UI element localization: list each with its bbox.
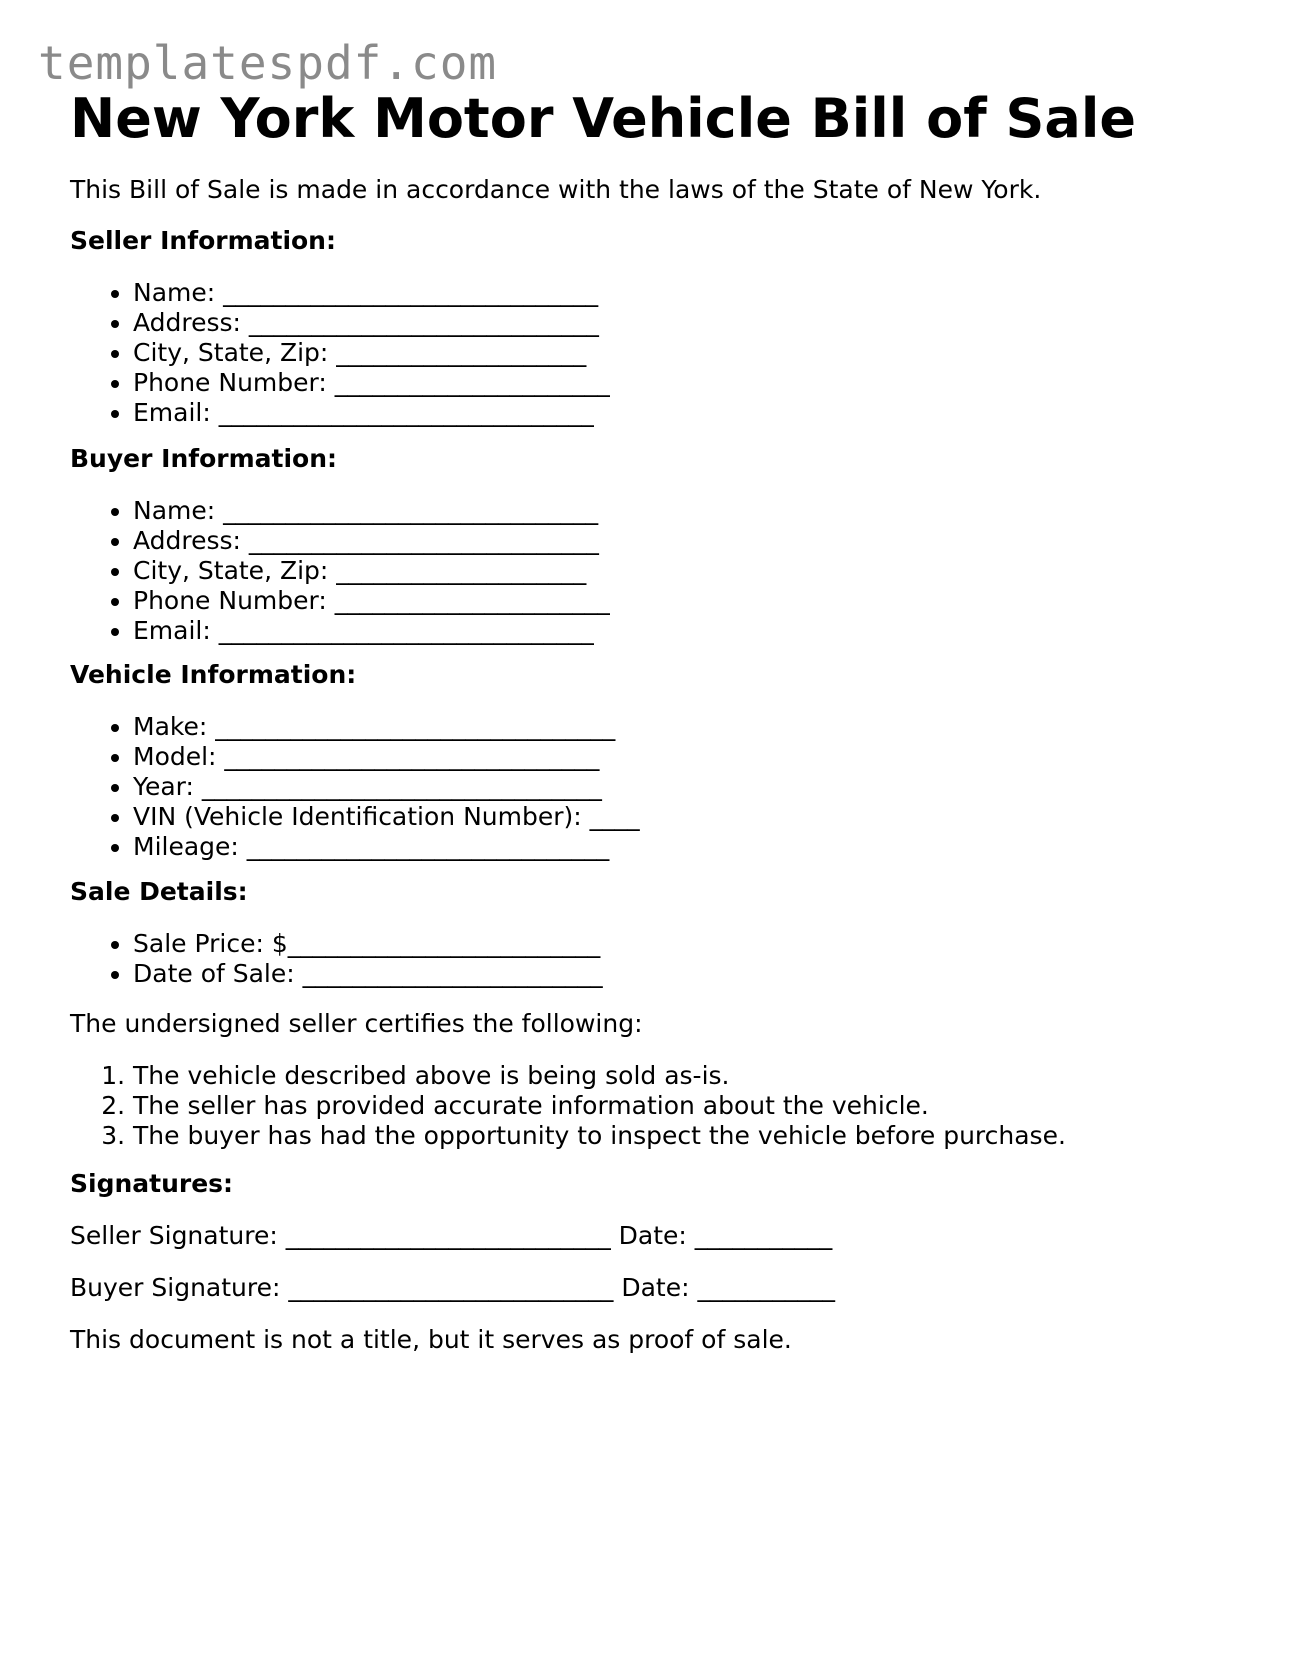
certification-item: 2. The seller has provided accurate information about the vehicle.: [133, 1091, 1066, 1121]
seller-address-field: • Address: ____________________________: [133, 308, 610, 338]
watermark: templatespdf.com: [38, 36, 498, 90]
buyer-name-field: • Name: ______________________________: [133, 496, 610, 526]
intro-text: This Bill of Sale is made in accordance with the laws of the State of New York.: [70, 175, 1042, 204]
certification-item: 3. The buyer has had the opportunity to inspect the vehicle before purchase.: [133, 1121, 1066, 1151]
vehicle-model-field: • Model: ______________________________: [133, 742, 640, 772]
seller-email-field: • Email: ______________________________: [133, 398, 610, 428]
certify-intro: The undersigned seller certifies the following:: [70, 1009, 643, 1038]
buyer-city-state-zip-field: • City, State, Zip: ____________________: [133, 556, 610, 586]
vehicle-heading: Vehicle Information:: [70, 660, 357, 689]
vehicle-make-field: • Make: ________________________________: [133, 712, 640, 742]
buyer-signature-line: Buyer Signature: __________________________ Date: ___________: [70, 1273, 835, 1302]
seller-signature-line: Seller Signature: __________________________ Date: ___________: [70, 1221, 833, 1250]
seller-heading: Seller Information:: [70, 226, 336, 255]
document-title: New York Motor Vehicle Bill of Sale: [70, 87, 1136, 150]
certification-item: 1. The vehicle described above is being sold as-is.: [133, 1061, 1066, 1091]
signatures-heading: Signatures:: [70, 1169, 234, 1198]
seller-fields: [70, 278, 610, 428]
closing-text: This document is not a title, but it serves as proof of sale.: [70, 1325, 792, 1354]
sale-price-field: • Sale Price: $_________________________: [133, 929, 603, 959]
seller-name-field: • Name: ______________________________: [133, 278, 610, 308]
sale-date-field: • Date of Sale: ________________________: [133, 959, 603, 989]
sale-fields: [70, 929, 603, 989]
buyer-email-field: • Email: ______________________________: [133, 616, 610, 646]
seller-city-state-zip-field: • City, State, Zip: ____________________: [133, 338, 610, 368]
certifications-list: [70, 1061, 1066, 1151]
vehicle-fields: [70, 712, 640, 862]
buyer-address-field: • Address: ____________________________: [133, 526, 610, 556]
vehicle-vin-field: • VIN (Vehicle Identification Number): ____: [133, 802, 640, 832]
seller-phone-field: • Phone Number: ______________________: [133, 368, 610, 398]
vehicle-mileage-field: • Mileage: _____________________________: [133, 832, 640, 862]
buyer-fields: [70, 496, 610, 646]
buyer-phone-field: • Phone Number: ______________________: [133, 586, 610, 616]
buyer-heading: Buyer Information:: [70, 444, 338, 473]
sale-heading: Sale Details:: [70, 877, 248, 906]
vehicle-year-field: • Year: ________________________________: [133, 772, 640, 802]
